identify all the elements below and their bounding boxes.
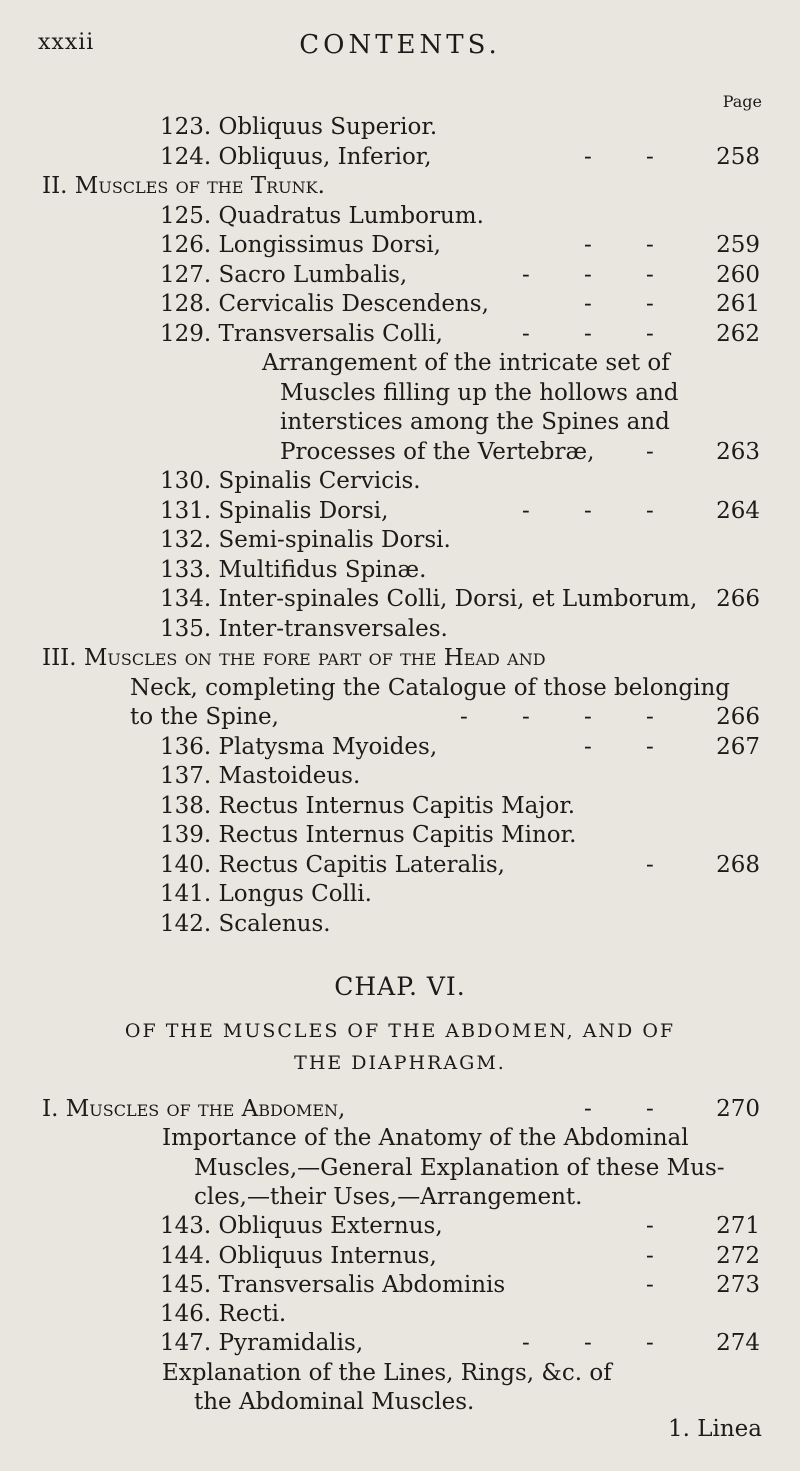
toc-entry: [0, 1241, 800, 1271]
leader-dash: -: [646, 1242, 654, 1269]
leader-dash: -: [522, 704, 530, 730]
toc-entry: [0, 407, 800, 437]
toc-entry-text: Importance of the Anatomy of the Abdominal: [162, 1125, 689, 1152]
leader-dash: -: [522, 261, 530, 288]
toc-entry-text: 128. Cervicalis Descendens,: [160, 291, 489, 317]
leader-dash: -: [522, 320, 530, 347]
toc-entry-text: 140. Rectus Capitis Lateralis,: [160, 851, 505, 878]
leader-dash: -: [584, 143, 592, 170]
toc-entry: [0, 732, 800, 762]
toc-entry: [0, 820, 800, 850]
toc-entry: [0, 1270, 800, 1300]
toc-entry: [0, 1182, 800, 1212]
toc-entry-text: the Abdominal Muscles.: [194, 1389, 475, 1415]
leader-dash: -: [584, 704, 592, 730]
toc-entry: [0, 1328, 800, 1358]
leader-dash: -: [584, 1096, 592, 1122]
toc-entry-page-number: 267: [716, 733, 760, 760]
leader-dash: -: [584, 261, 592, 288]
chapter-subtitle-line-1: OF THE MUSCLES OF THE ABDOMEN, AND OF: [124, 1020, 676, 1042]
toc-entry-text: II. Muscles of the Trunk.: [42, 173, 325, 199]
toc-entry-page-number: 273: [716, 1271, 760, 1298]
page-column-label: Page: [722, 92, 762, 111]
toc-entry-text: 123. Obliquus Superior.: [160, 114, 438, 140]
leader-dash: -: [522, 1330, 530, 1357]
toc-entry-text: 135. Inter-transversales.: [160, 615, 448, 642]
leader-dash: -: [584, 733, 592, 760]
toc-entry: [0, 1123, 800, 1153]
toc-entry: [0, 761, 800, 791]
toc-entry: [0, 260, 800, 290]
toc-entry: [0, 201, 800, 231]
toc-entry: [0, 142, 800, 172]
toc-entry-text: 124. Obliquus, Inferior,: [160, 143, 432, 170]
toc-entry-page-number: 258: [716, 143, 760, 170]
toc-entry: [0, 348, 800, 378]
toc-entry-text: 138. Rectus Internus Capitis Major.: [160, 792, 576, 819]
toc-entry: [0, 702, 800, 732]
leader-dash: -: [646, 261, 654, 288]
toc-entry: [0, 319, 800, 349]
toc-entry-page-number: 263: [716, 438, 760, 465]
leader-dash: -: [646, 1271, 654, 1298]
toc-entry-page-number: 266: [716, 704, 760, 730]
toc-entry: [0, 791, 800, 821]
page-folio: xxxii: [38, 30, 95, 55]
toc-entry-text: 145. Transversalis Abdominis: [160, 1271, 506, 1298]
leader-dash: -: [646, 1330, 654, 1357]
leader-dash: -: [646, 497, 654, 524]
toc-entry: [0, 230, 800, 260]
toc-entry-page-number: 260: [716, 261, 760, 288]
toc-entry: [0, 850, 800, 880]
leader-dash: -: [646, 320, 654, 347]
toc-entry: [0, 614, 800, 644]
leader-dash: -: [460, 704, 468, 730]
toc-entry-text: 139. Rectus Internus Capitis Minor.: [160, 822, 577, 848]
toc-entry: [0, 496, 800, 526]
toc-entry-page-number: 271: [716, 1213, 760, 1240]
toc-entry-page-number: 270: [716, 1096, 760, 1122]
toc-entry-text: 136. Platysma Myoides,: [160, 733, 438, 760]
toc-entry-page-number: 274: [716, 1330, 760, 1357]
toc-entry: [0, 909, 800, 939]
toc-entry-text: 132. Semi-spinalis Dorsi.: [160, 527, 451, 553]
toc-entry: [0, 555, 800, 585]
toc-entry-text: 146. Recti.: [160, 1301, 287, 1328]
running-head-title: CONTENTS.: [299, 30, 501, 60]
toc-entry-text: 137. Mastoideus.: [160, 763, 361, 789]
leader-dash: -: [584, 497, 592, 524]
toc-entry: [0, 171, 800, 201]
leader-dash: -: [646, 143, 654, 170]
leader-dash: -: [646, 851, 654, 878]
leader-dash: -: [522, 497, 530, 524]
toc-entry-text: 147. Pyramidalis,: [160, 1330, 364, 1357]
toc-entry-page-number: 264: [716, 497, 760, 524]
toc-entry-page-number: 262: [716, 320, 760, 347]
toc-entry: [0, 1094, 800, 1124]
leader-dash: -: [646, 704, 654, 730]
toc-entry: [0, 643, 800, 673]
toc-entry: [0, 378, 800, 408]
leader-dash: -: [584, 232, 592, 258]
toc-entry-text: Processes of the Vertebræ,: [280, 438, 595, 465]
toc-entry: [0, 1299, 800, 1329]
toc-entry: [0, 525, 800, 555]
toc-entry: [0, 584, 800, 614]
toc-entry-text: cles,—their Uses,—Arrangement.: [194, 1183, 583, 1210]
toc-entry: [0, 1387, 800, 1417]
toc-entry-text: I. Muscles of the Abdomen,: [42, 1096, 346, 1122]
toc-entry: [0, 673, 800, 703]
toc-entry-text: to the Spine,: [130, 704, 279, 730]
leader-dash: -: [646, 1096, 654, 1122]
toc-entry-page-number: 268: [716, 851, 760, 878]
chapter-heading: CHAP. VI.: [334, 972, 466, 1001]
toc-entry-text: Arrangement of the intricate set of: [262, 350, 670, 376]
toc-entry: [0, 1153, 800, 1183]
toc-entry-page-number: 266: [716, 586, 760, 612]
leader-dash: -: [646, 291, 654, 317]
toc-entry-page-number: 259: [716, 232, 760, 258]
toc-entry-text: Muscles,—General Explanation of these Mus-: [194, 1154, 725, 1181]
toc-entry-text: 134. Inter-spinales Colli, Dorsi, et Lumborum,: [160, 586, 698, 612]
toc-entry-text: 129. Transversalis Colli,: [160, 320, 443, 347]
leader-dash: -: [584, 291, 592, 317]
toc-entry: [0, 1358, 800, 1388]
leader-dash: -: [646, 438, 654, 465]
toc-entry-page-number: 272: [716, 1242, 760, 1269]
chapter-subtitle-line-2: THE DIAPHRAGM.: [294, 1052, 506, 1074]
toc-entry-text: 130. Spinalis Cervicis.: [160, 468, 421, 494]
toc-entry: [0, 289, 800, 319]
toc-entry-text: 141. Longus Colli.: [160, 881, 372, 907]
leader-dash: -: [646, 232, 654, 258]
toc-entry: [0, 437, 800, 467]
toc-entry: [0, 112, 800, 142]
toc-entry-text: 142. Scalenus.: [160, 910, 331, 937]
leader-dash: -: [584, 320, 592, 347]
toc-entry-text: 127. Sacro Lumbalis,: [160, 261, 408, 288]
toc-entry: [0, 1211, 800, 1241]
toc-entry-text: 143. Obliquus Externus,: [160, 1213, 443, 1240]
catchword: 1. Linea: [667, 1416, 762, 1442]
toc-entry-text: Explanation of the Lines, Rings, &c. of: [162, 1359, 612, 1386]
toc-entry-text: 131. Spinalis Dorsi,: [160, 497, 389, 524]
toc-entry-text: III. Muscles on the fore part of the Head and: [42, 645, 546, 671]
toc-entry-text: 126. Longissimus Dorsi,: [160, 232, 441, 258]
leader-dash: -: [646, 733, 654, 760]
toc-entry-text: 133. Multifidus Spinæ.: [160, 556, 427, 583]
toc-entry-text: Muscles filling up the hollows and: [280, 379, 679, 406]
toc-entry-page-number: 261: [716, 291, 760, 317]
leader-dash: -: [584, 1330, 592, 1357]
toc-entry: [0, 466, 800, 496]
toc-entry-text: 125. Quadratus Lumborum.: [160, 202, 484, 229]
toc-entry-text: interstices among the Spines and: [280, 409, 670, 435]
toc-entry: [0, 879, 800, 909]
toc-entry-text: 144. Obliquus Internus,: [160, 1242, 437, 1269]
toc-entry-text: Neck, completing the Catalogue of those belonging: [130, 674, 731, 701]
leader-dash: -: [646, 1213, 654, 1240]
